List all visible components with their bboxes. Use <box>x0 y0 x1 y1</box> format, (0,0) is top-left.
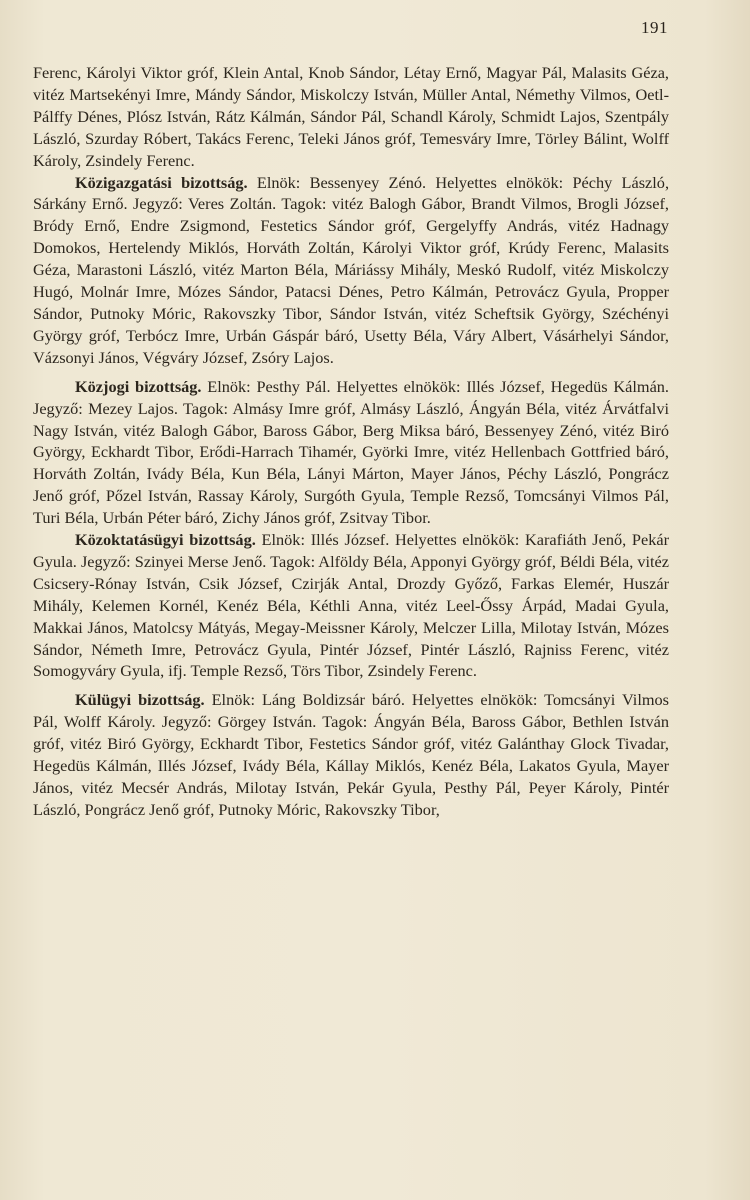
paragraph-text: Elnök: Illés József. Helyettes elnökök: Karafiáth Jenő, Pekár Gyula. Jegyző: Szinyei Merse Jenő. Tagok: Alföldy Béla, Apponyi György gróf, Béldi Béla, vitéz Csicsery-Rónay István, Csik József, Czirják Antal, Drozdy Győző, Farkas Elemér, Huszár Mihály, Kelemen Kornél, Kenéz Béla, Kéthli Anna, vitéz Leel-Őssy Árpád, Madai Gyula, Makkai János, Matolcsy Mátyás, Megay-Meissner Károly, Melczer Lilla, Milotay István, Mózes Sándor, Németh Imre, Petrovácz Gyula, Pintér József, Pintér László, Rajniss Ferenc, vitéz Somogyváry Gyula, ifj. Temple Rezső, Törs Tibor, Zsindely Ferenc. <box>33 530 670 681</box>
page-body <box>33 62 669 821</box>
paragraph-text: Ferenc, Károlyi Viktor gróf, Klein Antal, Knob Sándor, Létay Ernő, Magyar Pál, Malasits Géza, vitéz Martsekényi Imre, Mándy Sándor, Miskolczy István, Müller Antal, Némethy Vilmos, Oetl-Pálffy Dénes, Plósz István, Rátz Kálmán, Sándor Pál, Schandl Károly, Schmidt Lajos, Szentpály László, Szurday Róbert, Takács Ferenc, Teleki János gróf, Temesváry Imre, Törley Bálint, Wolff Károly, Zsindely Ferenc. <box>33 63 669 170</box>
paragraph-text: Elnök: Bessenyey Zénó. Helyettes elnökök: Péchy László, Sárkány Ernő. Jegyző: Veres Zoltán. Tagok: vitéz Balogh Gábor, Brandt Vilmos, Brogli József, Bródy Ernő, Endre Zsigmond, Festetics Sándor gróf, Gergelyffy András, vitéz Hadnagy Domokos, Hertelendy Miklós, Horváth Zoltán, Károlyi Viktor gróf, Krúdy Ferenc, Malasits Géza, Marastoni László, vitéz Marton Béla, Máriássy Mihály, Meskó Rudolf, vitéz Miskolczy Hugó, Molnár Imre, Mózes Sándor, Patacsi Dénes, Petro Kálmán, Petrovácz Gyula, Propper Sándor, Putnoky Móric, Rakovszky Tibor, Sándor István, vitéz Scheftsik György, Széchényi György gróf, Terbócz Imre, Urbán Gáspár báró, Usetty Béla, Váry Albert, Vásárhelyi Sándor, Vázsonyi János, Végváry József, Zsóry Lajos. <box>33 172 670 367</box>
paragraph-text: Elnök: Láng Boldizsár báró. Helyettes elnökök: Tomcsányi Vilmos Pál, Wolff Károly. Jegyző: Görgey István. Tagok: Ángyán Béla, Baross Gábor, Bethlen István gróf, vitéz Biró György, Eckhardt Tibor, Festetics Sándor gróf, vitéz Galánthay Glock Tivadar, Hegedüs Kálmán, Illés József, Ivády Béla, Kállay Miklós, Kenéz Béla, Lakatos Gyula, Mayer János, vitéz Mecsér András, Milotay István, Pekár Gyula, Pesthy Pál, Peyer Károly, Pintér László, Pongrácz Jenő gróf, Putnoky Móric, Rakovszky Tibor, <box>33 690 669 819</box>
paragraph-heading: Közoktatásügyi bizottság. <box>75 530 256 550</box>
paragraph-kozigazgatasi <box>33 172 669 369</box>
paragraph-kulugyi <box>33 689 669 820</box>
page-number: 191 <box>641 18 668 37</box>
paragraph-heading: Közjogi bizottság. <box>75 376 202 396</box>
paragraph-kozjogi <box>33 376 669 529</box>
paragraph-kozoktatasugyi <box>33 529 669 682</box>
paragraph-heading: Külügyi bizottság. <box>75 690 205 710</box>
paragraph-continuation <box>33 62 669 172</box>
paragraph-text: Elnök: Pesthy Pál. Helyettes elnökök: Illés József, Hegedüs Kálmán. Jegyző: Mezey Lajos. Tagok: Almásy Imre gróf, Almásy László, Ángyán Béla, vitéz Árvátfalvi Nagy István, vitéz Balogh Gábor, Baross Gábor, Berg Miksa báró, Bessenyey Zénó, vitéz Biró György, Eckhardt Tibor, Erődi-Harrach Tihamér, Györki Imre, vitéz Hellenbach Gottfried báró, Horváth Zoltán, Ivády Béla, Kun Béla, Lányi Márton, Mayer János, Péchy László, Pongrácz Jenő gróf, Pőzel István, Rassay Károly, Surgóth Gyula, Temple Rezső, Tomcsányi Vilmos Pál, Turi Béla, Urbán Péter báró, Zichy János gróf, Zsitvay Tibor. <box>33 376 670 528</box>
paragraph-heading: Közigazgatási bizottság. <box>75 172 248 192</box>
